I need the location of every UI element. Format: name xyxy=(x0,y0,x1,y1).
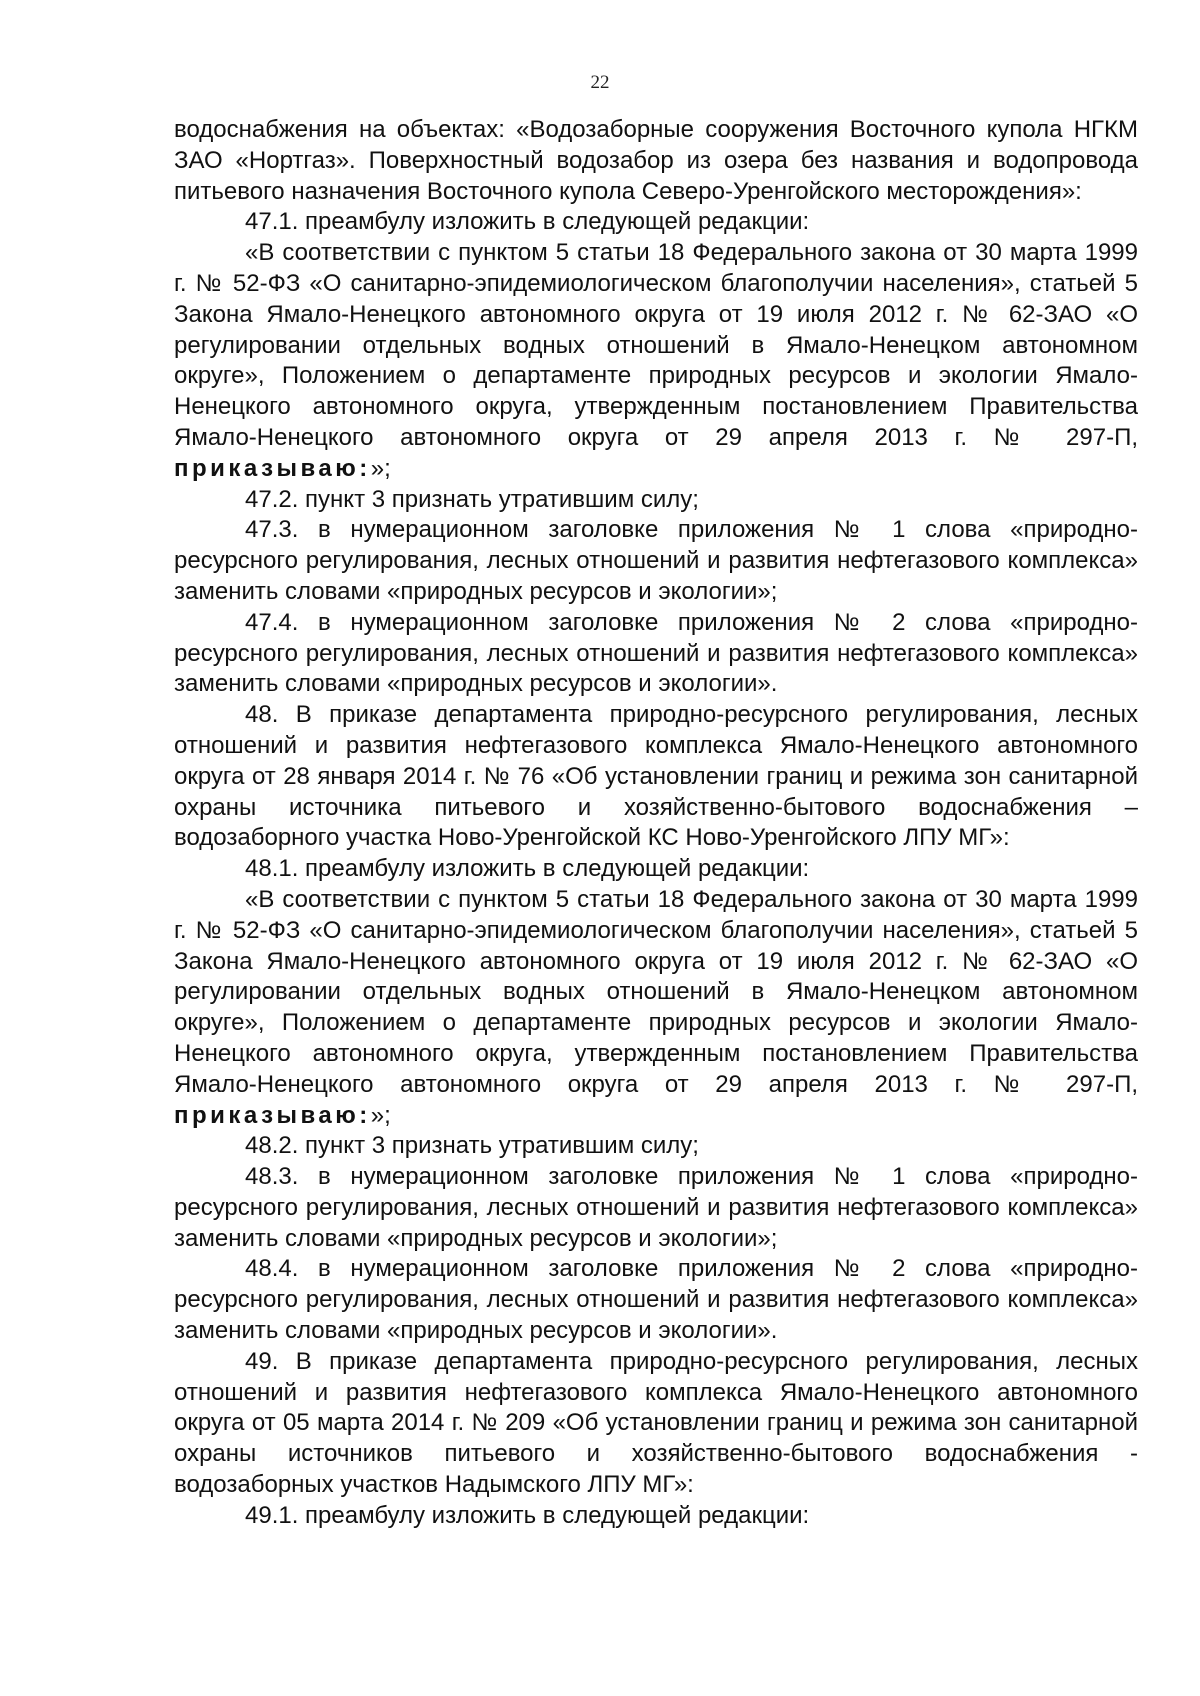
emphasized-word: приказываю: xyxy=(174,454,371,482)
paragraph-text: 48.1. преамбулу изложить в следующей редакции: xyxy=(245,855,810,883)
paragraph-text: 48.3. в нумерационном заголовке приложения № 1 слова «природно-ресурсного регулирования, лесных отношений и развития нефтегазового комплекса» заменить словами «природных ресурсов и экологии»; xyxy=(174,1163,1138,1252)
paragraph xyxy=(174,885,1138,1131)
paragraph xyxy=(174,115,1138,207)
page-number: 22 xyxy=(590,72,610,93)
paragraph-text: 49.1. преамбулу изложить в следующей редакции: xyxy=(245,1501,810,1529)
paragraph-text: 47.1. преамбулу изложить в следующей редакции: xyxy=(245,208,810,236)
paragraph-text: водоснабжения на объектах: «Водозаборные сооружения Восточного купола НГКМ ЗАО «Нортгаз». Поверхностный водозабор из озера без названия и водопровода питьевого назначения Восточного купола Северо-Уренгойского месторождения»: xyxy=(174,116,1138,205)
paragraph xyxy=(174,1162,1138,1254)
paragraph xyxy=(174,1347,1138,1501)
paragraph-ending: »; xyxy=(370,454,391,482)
paragraph xyxy=(174,700,1138,854)
paragraph-text: 47.4. в нумерационном заголовке приложения № 2 слова «природно-ресурсного регулирования, лесных отношений и развития нефтегазового комплекса» заменить словами «природных ресурсов и экологии». xyxy=(174,608,1138,698)
paragraph xyxy=(174,238,1138,484)
paragraph-text: 48.2. пункт 3 признать утратившим силу; xyxy=(245,1132,699,1160)
paragraph-text: 48. В приказе департамента природно-ресурсного регулирования, лесных отношений и развития нефтегазового комплекса Ямало-Ненецкого автономного округа от 28 января 2014 г. № 76 «Об установлении границ и режима зон санитарной охраны источника питьевого и хозяйственно-бытового водоснабжения – водозаборного участка Ново-Уренгойской КС Ново-Уренгойского ЛПУ МГ»: xyxy=(174,701,1138,852)
paragraph xyxy=(174,1131,1138,1162)
emphasized-word: приказываю: xyxy=(174,1101,371,1129)
paragraph xyxy=(174,1501,1138,1532)
paragraph-text: «В соответствии с пунктом 5 статьи 18 Федерального закона от 30 марта 1999 г. № 52-ФЗ «О санитарно-эпидемиологическом благополучии населения», статьей 5 Закона Ямало-Ненецкого автономного округа от 19 июля 2012 г. № 62-ЗАО «О регулировании отдельных водных отношений в Ямало-Ненецком автономном округе», Положением о департаменте природных ресурсов и экологии Ямало-Ненецкого автономного округа, утвержденным постановлением Правительства Ямало-Ненецкого автономного округа от 29 апреля 2013 г. № 297-П, xyxy=(174,885,1138,1098)
document-body xyxy=(174,115,1138,1532)
paragraph xyxy=(174,207,1138,238)
paragraph xyxy=(174,1254,1138,1346)
paragraph xyxy=(174,515,1138,607)
paragraph-text: 49. В приказе департамента природно-ресурсного регулирования, лесных отношений и развития нефтегазового комплекса Ямало-Ненецкого автономного округа от 05 марта 2014 г. № 209 «Об установлении границ и режима зон санитарной охраны источников питьевого и хозяйственно-бытового водоснабжения - водозаборных участков Надымского ЛПУ МГ»: xyxy=(174,1347,1138,1499)
paragraph xyxy=(174,854,1138,885)
paragraph xyxy=(174,485,1138,516)
paragraph-text: 47.3. в нумерационном заголовке приложения № 1 слова «природно-ресурсного регулирования, лесных отношений и развития нефтегазового комплекса» заменить словами «природных ресурсов и экологии»; xyxy=(174,516,1138,605)
paragraph-text: 48.4. в нумерационном заголовке приложения № 2 слова «природно-ресурсного регулирования, лесных отношений и развития нефтегазового комплекса» заменить словами «природных ресурсов и экологии». xyxy=(174,1255,1138,1345)
paragraph-text: 47.2. пункт 3 признать утратившим силу; xyxy=(245,485,699,513)
paragraph-text: «В соответствии с пунктом 5 статьи 18 Федерального закона от 30 марта 1999 г. № 52-ФЗ «О санитарно-эпидемиологическом благополучии населения», статьей 5 Закона Ямало-Ненецкого автономного округа от 19 июля 2012 г. № 62-ЗАО «О регулировании отдельных водных отношений в Ямало-Ненецком автономном округе», Положением о департаменте природных ресурсов и экологии Ямало-Ненецкого автономного округа, утвержденным постановлением Правительства Ямало-Ненецкого автономного округа от 29 апреля 2013 г. № 297-П, xyxy=(174,239,1138,451)
paragraph-ending: »; xyxy=(370,1101,391,1129)
paragraph xyxy=(174,608,1138,700)
